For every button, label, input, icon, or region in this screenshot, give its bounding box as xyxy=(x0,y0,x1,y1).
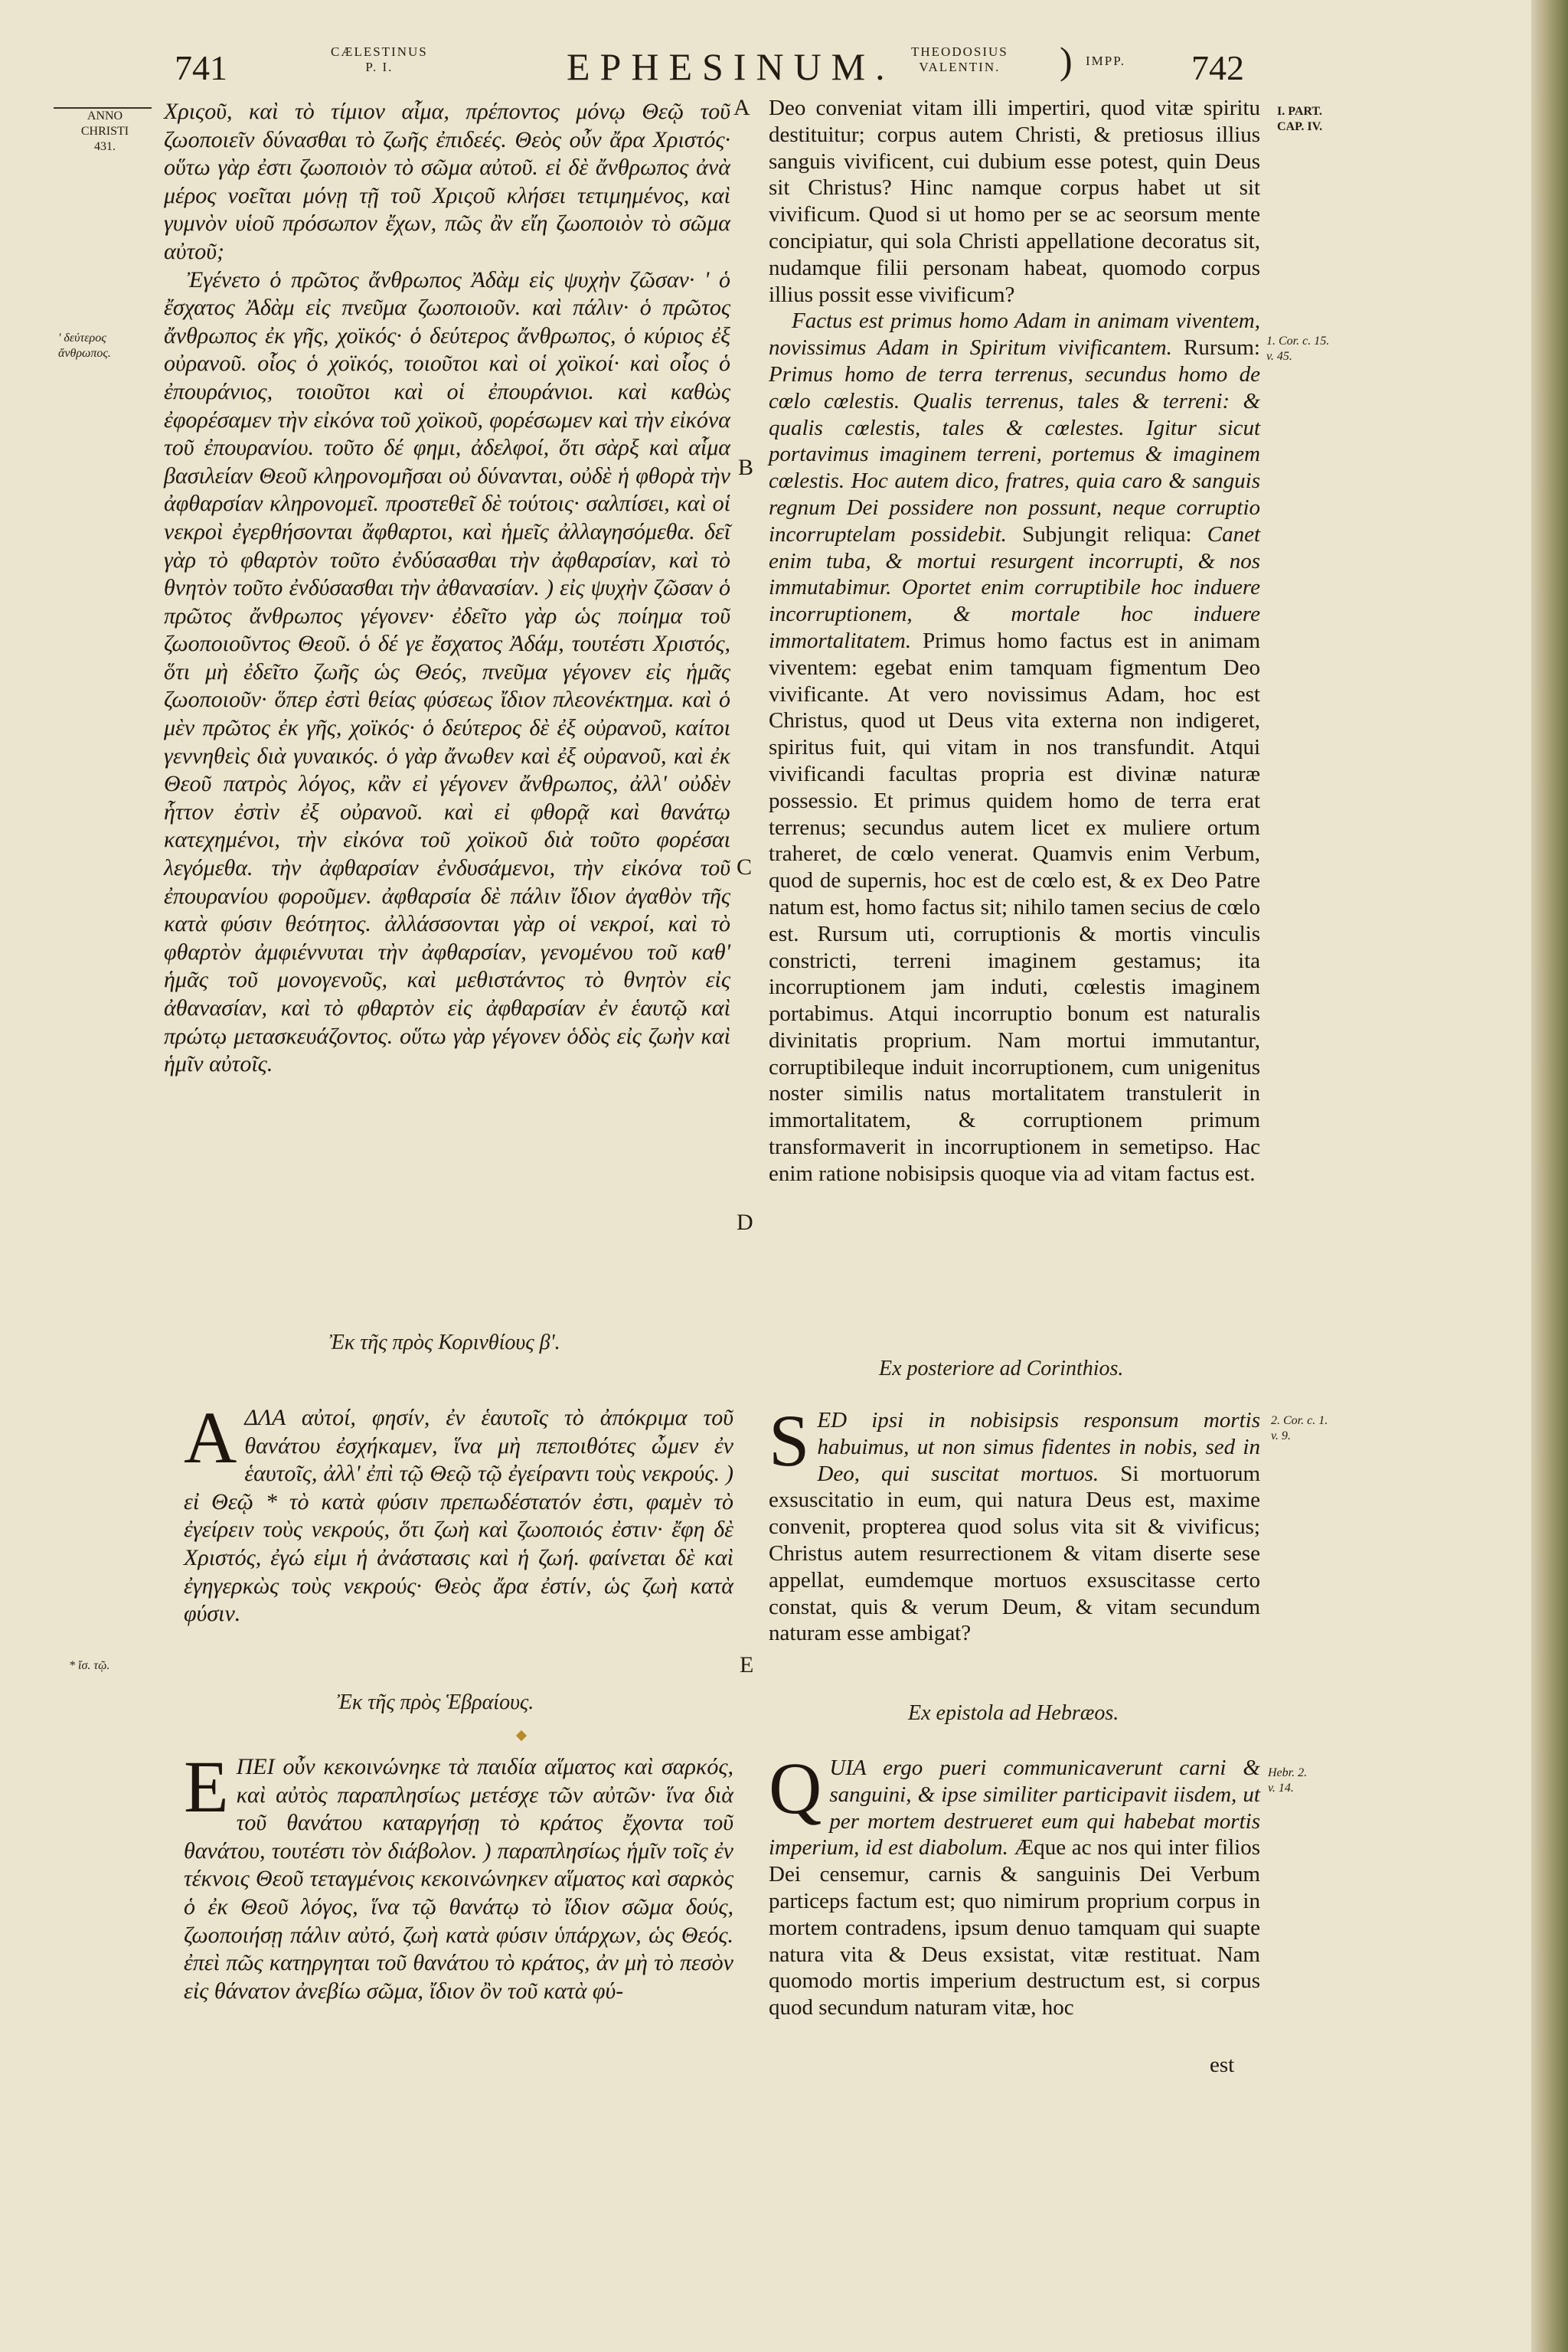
ornament-diamond xyxy=(516,1730,527,1741)
latin-column-block1 xyxy=(769,95,1260,1187)
scripture-quote: Factus est primus homo Adam in animam viventem, novissimus Adam in Spiritum vivificantem. xyxy=(769,309,1260,361)
section-mark: A xyxy=(733,95,750,120)
section-mark: B xyxy=(738,455,754,480)
scripture-quote: Canet enim tuba, & mortui resurgent incorrupti, & nos immutabimur. Oportet enim corruptibile hoc induere incorruptionem, & mortale hoc induere immortalitatem. xyxy=(769,521,1261,653)
margin-variant-note: ' δεύτερος ἄνθρωπος. xyxy=(58,332,111,360)
scripture-quote: UIA ergo pueri communicaverunt carni & sanguini, & ipse similiter participavit iisdem, ut per mortem destrueret eum qui habebat mortis imperium, id est diabolum. xyxy=(769,1756,1260,1860)
catchword: est xyxy=(1210,2053,1235,2077)
margin-scripture-ref: Hebr. 2. v. 14. xyxy=(1268,1766,1308,1795)
right-page-number: 742 xyxy=(1191,48,1244,87)
margin-part-chapter: I. PART. CAP. IV. xyxy=(1277,105,1323,133)
latin-column-block2 xyxy=(769,1400,1261,1647)
scripture-quote: Primus homo de terra terrenus, secundus homo de cœlo cœlestis. Qualis terrenus, tales & terreni: & qualis cœlestis, tales & cœlestes. Igitur sicut portavimus imaginem terreni, portemus & imaginem cœlestis. Hoc autem dico, fratres, quia caro & sanguis regnum Dei possidere non possunt, neque corruptio incorruptelam possidebit. xyxy=(769,361,1260,547)
drop-initial: Q xyxy=(769,1747,822,1829)
section-mark: E xyxy=(740,1652,754,1677)
latin-text: Si mortuorum exsuscitatio in eum, qui natura Deus est, maxime convenit, propterea quod solus vita sit & vivificus; Christus autem resurrectionem & vitam diserte sese appellat, eumdemque mortuos exsuscitasse certo constat, quis & verum Deum, & vitam secundum naturam esse ambigat? xyxy=(769,1461,1261,1646)
greek-section-heading: Ἐκ τῆς πρὸς Κορινθίους β'. xyxy=(329,1331,560,1354)
margin-scripture-ref: 1. Cor. c. 15. v. 45. xyxy=(1266,335,1330,363)
header-impp: IMPP. xyxy=(1086,54,1126,68)
greek-paragraph: ΔΛΑ αὐτοί, φησίν, ἐν ἑαυτοῖς τὸ ἀπόκριμα τοῦ θανάτου ἐσχήκαμεν, ἵνα μὴ πεποιθότες ὦμεν ἐν ἑαυτοῖς, ἀλλ' ἐπὶ τῷ Θεῷ τῷ ἐγείραντι τοὺς νεκρούς. ) εἰ Θεῷ * τὸ κατὰ φύσιν πρεπωδέστατόν ἐστι, φαμὲν τὸ ἐγείρειν τοὺς νεκρούς, ὅτι ζωὴ καὶ ζωοποιός ἐστιν· ἔφη δὲ Χριστός, ἐγώ εἰμι ἡ ἀνάστασις καὶ ἡ ζωή. φαίνεται δὲ καὶ ἐγηγερκὼς τοὺς νεκρούς· Θεὸς ἄρα ἐστίν, ὡς ζωὴ κατὰ φύσιν. xyxy=(184,1405,733,1627)
latin-section-heading: Ex epistola ad Hebræos. xyxy=(908,1701,1119,1725)
page-title: EPHESINUM. xyxy=(567,45,895,88)
greek-column-block2 xyxy=(184,1396,733,1628)
greek-column-block1 xyxy=(164,98,730,1079)
latin-text: Subjungit reliqua: xyxy=(1006,521,1207,547)
left-page-number: 741 xyxy=(175,48,227,87)
margin-variant-note: * ἴσ. τῷ. xyxy=(69,1659,110,1672)
drop-initial: Ε xyxy=(184,1746,229,1828)
section-mark: C xyxy=(737,854,753,880)
margin-anno-christi: ANNO CHRISTI 431. xyxy=(80,109,129,153)
drop-initial: Α xyxy=(184,1396,237,1478)
margin-scripture-ref: 2. Cor. c. 1. v. 9. xyxy=(1271,1414,1328,1442)
drop-initial: S xyxy=(769,1400,810,1481)
latin-section-heading: Ex posteriore ad Corinthios. xyxy=(879,1357,1124,1380)
page-edge xyxy=(1531,0,1568,2352)
right-running-head: THEODOSIUS VALENTIN. xyxy=(911,44,1008,74)
greek-section-heading: Ἐκ τῆς πρὸς Ἑβραίους. xyxy=(337,1690,534,1714)
latin-paragraph xyxy=(769,308,1260,1187)
greek-paragraph: Χριςοῦ, καὶ τὸ τίμιον αἷμα, πρέποντος μόνῳ Θεῷ τοῦ ζωοποιεῖν δύνασθαι τὸ ζωῆς ἐπιδεές. Θεὸς οὖν ἄρα Χριστός· οὕτω γὰρ ἐστι ζωοποιὸν τὸ σῶμα αὐτοῦ. εἰ δὲ ἄνθρωπος ἀνὰ μέρος νοεῖται μόνῃ τῇ τοῦ Χριςοῦ κλήσει τετιμημένος, καὶ γυμνὸν υἱοῦ πρόσωπον ἔχων, πῶς ἂν εἴη ζωοποιὸν τὸ σῶμα αὐτοῦ; xyxy=(164,99,730,264)
section-mark: D xyxy=(737,1210,753,1235)
greek-column-block3 xyxy=(184,1746,733,2005)
latin-text: Æque ac nos qui inter filios Dei censemur, carnis & sanguinis Dei Verbum particeps factum est; quo nimirum proprium corpus in mortem contradens, ipsum denuo tamquam qui suapte natura vita & Deus exsistat, vitæ restituat. Nam quomodo mortis imperium destructum est, si corpus quod secundum naturam vitæ, hoc xyxy=(769,1835,1260,2020)
latin-text: Rursum: xyxy=(1171,335,1260,361)
greek-paragraph: ΠΕΙ οὖν κεκοινώνηκε τὰ παιδία αἵματος καὶ σαρκός, καὶ αὐτὸς παραπλησίως μετέσχε τῶν αὐτῶν· ἵνα διὰ τοῦ θανάτου καταργήσῃ τὸ κράτος ἔχοντα τοῦ θανάτου, τουτέστι τὸν διάβολον. ) παραπλησίως ἡμῖν τοῖς ἐν τέκνοις Θεοῦ τεταγμένοις κεκοινώνηκεν αἵματος καὶ σαρκὸς ὁ ἐκ Θεοῦ λόγος, ἵνα τῷ θανάτῳ τὸ ἴδιον σῶμα δούς, ζωοποιήσῃ πάλιν αὐτό, ζωὴ κατὰ φύσιν ὑπάρχων, ὡς Θεός. ἐπεὶ πῶς κατηργηται τοῦ θανάτου τὸ κράτος, ἀν μὴ τὸ πεσὸν εἰς θάνατον ἀνεβίω σῶμα, ἴδιον ὂν τοῦ κατὰ φύ- xyxy=(184,1754,733,2004)
latin-paragraph: Deo conveniat vitam illi impertiri, quod vitæ spiritu destituitur; corpus autem Christi, & pretiosus illius sanguis vivificent, cui dubium esse potest, quin Deus sit Christus? Hinc namque corpus habet ut sit vivificum. Quod si ut homo per se ac seorsum mente concipiatur, qui sola Christi appellatione decoratus sit, nudamque filii personam habeat, quomodo corpus illius possit esse vivificum? xyxy=(769,96,1260,307)
left-running-head: CÆLESTINUS P. I. xyxy=(331,44,428,74)
greek-paragraph: Ἐγένετο ὁ πρῶτος ἄνθρωπος Ἀδὰμ εἰς ψυχὴν ζῶσαν· ' ὁ ἔσχατος Ἀδὰμ εἰς πνεῦμα ζωοποιοῦν. καὶ πάλιν· ὁ πρῶτος ἄνθρωπος ἐκ γῆς, χοϊκός· ὁ δεύτερος ἄνθρωπος, ὁ κύριος ἐξ οὐρανοῦ. οἷος ὁ χοϊκός, τοιοῦτοι καὶ οἱ χοϊκοί· καὶ οἷος ὁ ἐπουράνιος, τοιοῦτοι καὶ οἱ ἐπουράνιοι. καὶ καθὼς ἐφορέσαμεν τὴν εἰκόνα τοῦ χοϊκοῦ, φορέσωμεν καὶ τὴν εἰκόνα τοῦ ἐπουρανίου. τοῦτο δέ φημι, ἀδελφοί, ὅτι σὰρξ καὶ αἷμα βασιλείαν Θεοῦ κληρονομῆσαι οὐ δύνανται, οὐδὲ ἡ φθορὰ τὴν ἀφθαρσίαν κληρονομεῖ. προστεθεῖ δὲ τούτοις· σαλπίσει, καὶ οἱ νεκροὶ ἐγερθήσονται ἄφθαρτοι, καὶ ἡμεῖς ἀλλαγησόμεθα. δεῖ γὰρ τὸ φθαρτὸν τοῦτο ἐνδύσασθαι τὴν ἀφθαρσίαν, καὶ τὸ θνητὸν τοῦτο ἐνδύσασθαι τὴν ἀθανασίαν. ) εἰς ψυχὴν ζῶσαν ὁ πρῶτος ἄνθρωπος γέγονεν· ἐδεῖτο γὰρ ὡς ποίημα τοῦ ζωοποιοῦντος Θεοῦ. ὁ δέ γε ἔσχατος Ἀδάμ, τουτέστι Χριστός, ὅτι μὴ ἐδεῖτο ζωῆς ὡς Θεός, πνεῦμα γέγονεν εἰς ἡμᾶς ζωοποιοῦν· ὅπερ ἐστὶ θείας φύσεως ἴδιον πλεονέκτημα. καὶ ὁ μὲν πρῶτος ἐκ γῆς, χοϊκός· ὁ δεύτερος δὲ ἐξ οὐρανοῦ, καίτοι γεννηθεὶς διὰ γυναικός. ὁ γὰρ ἄνωθεν καὶ ἐξ οὐρανοῦ, καὶ ἐκ Θεοῦ πατρὸς λόγος, κἂν εἰ γέγονεν ἄνθρωπος, ἀλλ' οὐδὲν ἧττον ἐστὶν ἐξ οὐρανοῦ. καὶ εἰ φθορᾷ καὶ θανάτῳ κατεχημένοι, τὴν εἰκόνα τοῦ χοϊκοῦ διὰ τοῦτο φορέσαι λεγόμεθα. τὴν ἀφθαρσίαν ἐνδυσάμενοι, τὴν εἰκόνα τοῦ ἐπουρανίου φοροῦμεν. ἀφθαρσία δὲ πάλιν ἴδιον ἀγαθὸν τῆς κατὰ φύσιν θεότητος. ἀλλάσσονται γὰρ οἱ νεκροί, καὶ τὸ φθαρτὸν ἀμφιέννυται τὴν ἀφθαρσίαν, γενομένου τοῦ καθ' ἡμᾶς τοῦ μονογενοῦς, καὶ μεθιστάντος τὸ θνητὸν εἰς ἀθανασίαν, καὶ τὸ φθαρτὸν εἰς ἀφθαρσίαν ἐν ἑαυτῷ καὶ πρώτῳ μετασκευάζοντος. οὕτω γὰρ γέγονεν ὁδὸς εἰς ζωὴν καὶ ἡμῖν αὐτοῖς. xyxy=(164,266,730,1077)
header-brace: ) xyxy=(1060,39,1073,82)
scripture-quote: ED ipsi in nobisipsis responsum mortis habuimus, ut non simus fidentes in nobis, sed in Deo, qui suscitat mortuos. xyxy=(817,1408,1260,1486)
latin-text: Primus homo factus est in animam viventem: egebat enim tamquam figmentum Deo vivificante. At vero novissimus Adam, hoc est Christus, quod ut Deus vita externa non indigeret, spiritus fuit, qui vitam in nos transfundit. Atqui vivificandi facultas propria est divinæ naturæ possessio. Et primus quidem homo de terra erat terrenus; secundus autem licet ex muliere ortum traheret, de cœlo venerat. Quamvis enim Verbum, quod de supernis, hoc est de cœlo est, & ex Deo Patre natum est, homo factus sit; nihilo tamen secius de cœlo est. Rursum uti, corruptionis & mortis vinculis constricti, terreni imaginem gestamus; ita incorruptionem jam induti, cœlestis imaginem portabimus. Atqui incorruptio bonum est naturalis divinitatis proprium. Nam mortui immutantur, corruptibileque induit incorruptionem, cum unigenitus noster similis natus mortalitatem transtulerit in immortalitatem, & corruptionem primum transformaverit in incorruptionem in semetipso. Hac enim ratione nobisipsis quoque via ad vitam factus est. xyxy=(769,628,1260,1186)
latin-column-block3 xyxy=(769,1747,1260,2021)
